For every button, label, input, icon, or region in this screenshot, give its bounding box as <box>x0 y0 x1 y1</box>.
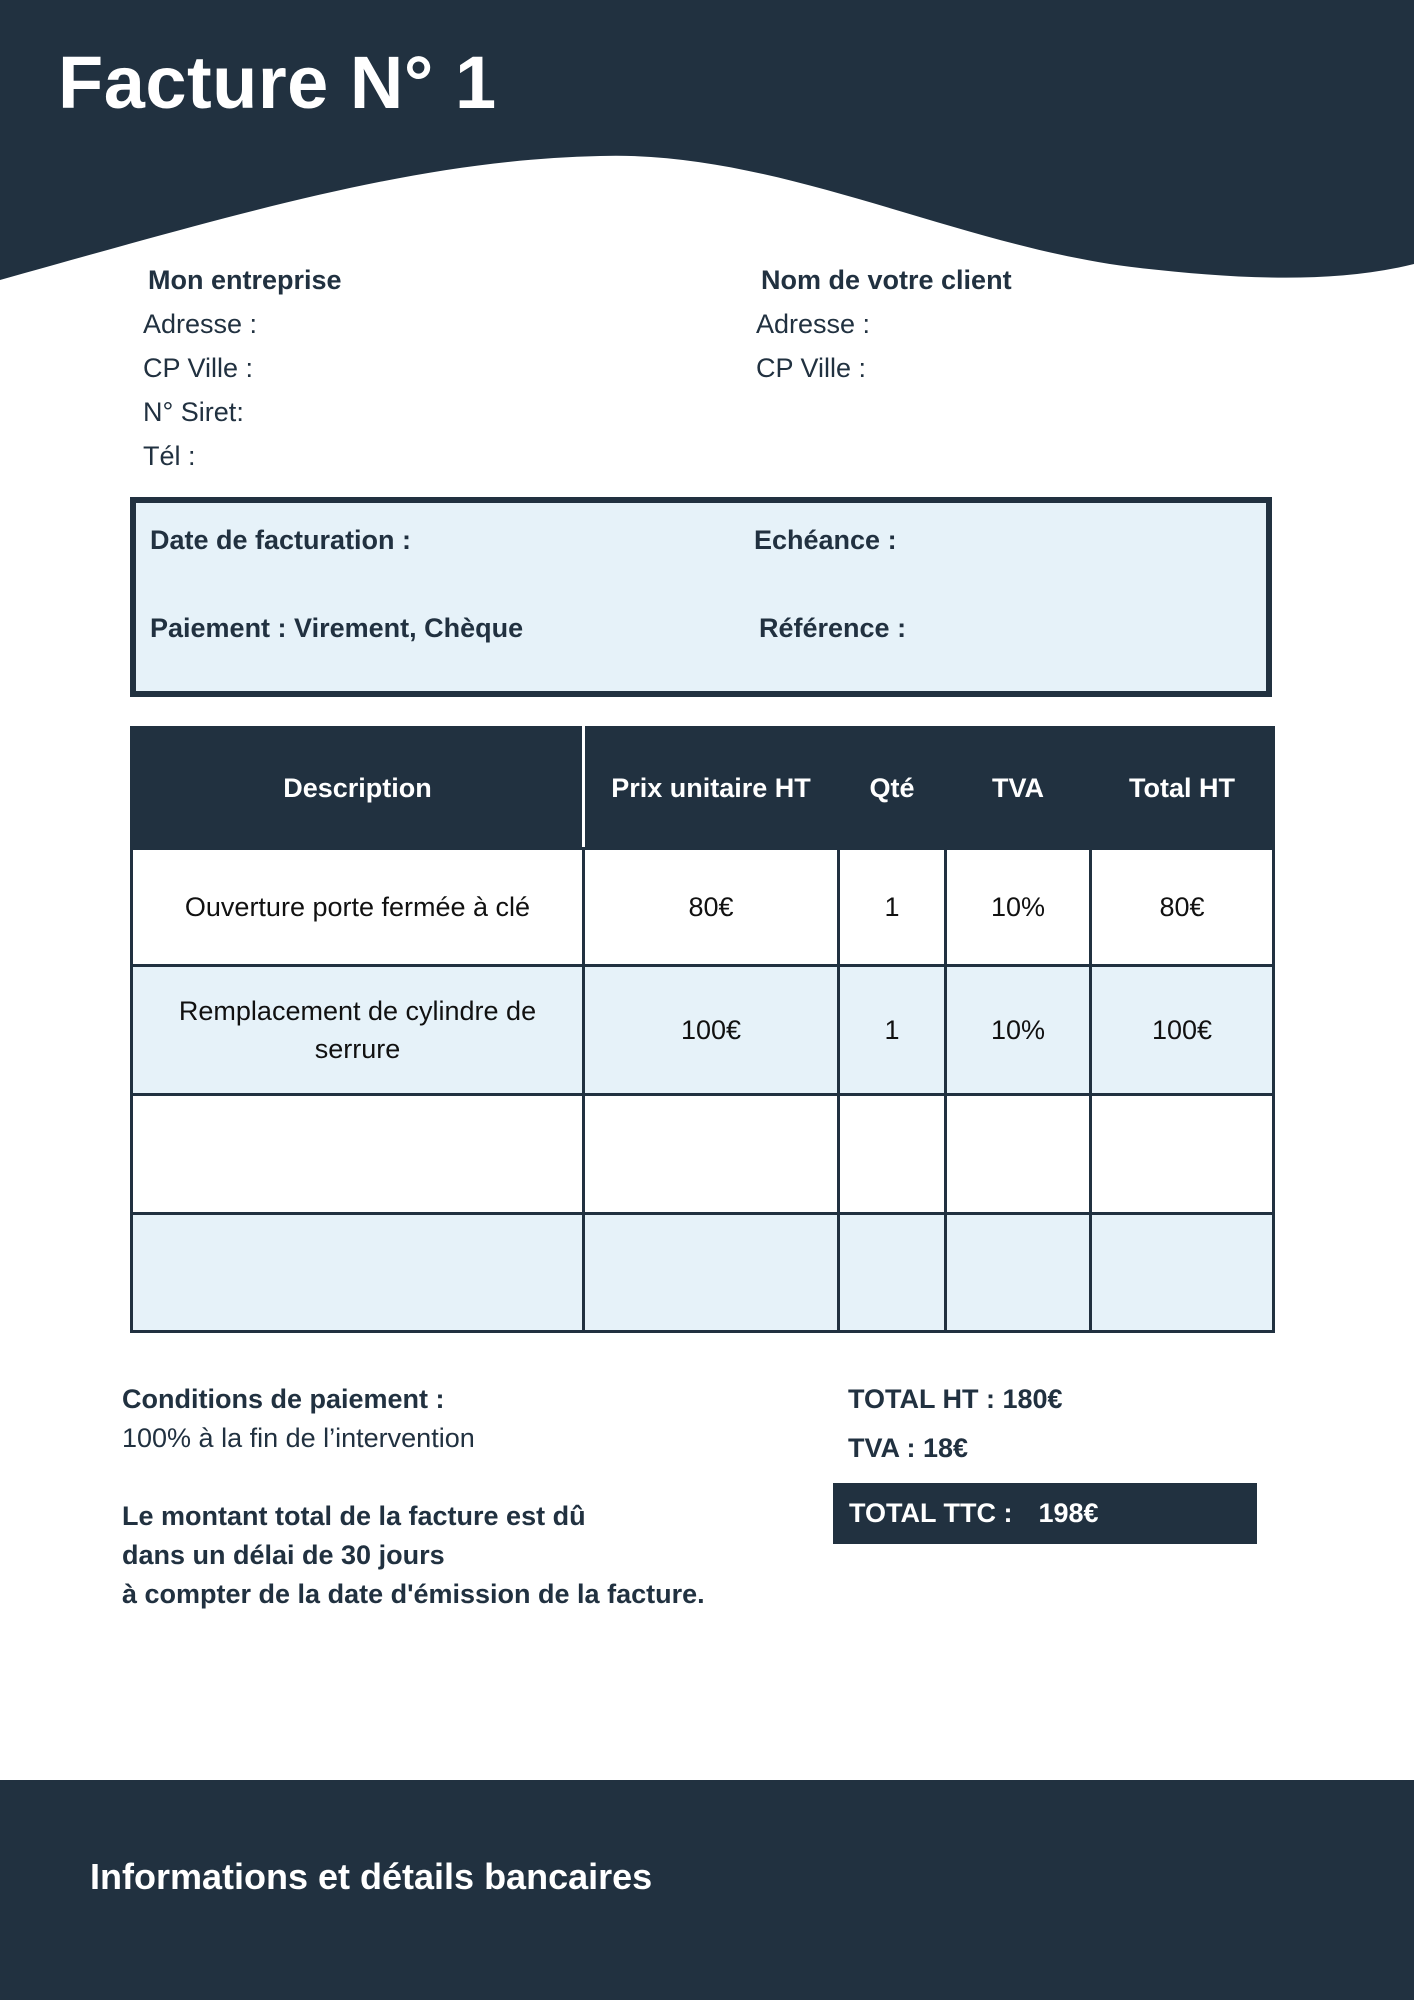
item-quantity <box>839 1095 946 1214</box>
table-row <box>132 966 1274 1095</box>
column-header-quantity: Qté <box>839 728 946 849</box>
item-quantity: 1 <box>839 849 946 966</box>
footer-title: Informations et détails bancaires <box>90 1856 653 1897</box>
item-description: Remplacement de cylindre de serrure <box>132 966 584 1095</box>
item-description: Ouverture porte fermée à clé <box>132 849 584 966</box>
table-row <box>132 1095 1274 1214</box>
item-unit-price: 100€ <box>584 966 839 1095</box>
company-block <box>143 258 342 478</box>
client-name: Nom de votre client <box>761 265 1012 295</box>
company-name: Mon entreprise <box>148 265 342 295</box>
column-header-vat: TVA <box>946 728 1091 849</box>
item-vat <box>946 1214 1091 1332</box>
company-siret: N° Siret: <box>143 397 244 427</box>
due-date-label: Echéance : <box>754 525 897 555</box>
column-header-unit-price: Prix unitaire HT <box>584 728 839 849</box>
payment-terms-note <box>122 1497 705 1614</box>
client-block <box>756 258 1012 390</box>
item-total: 100€ <box>1091 966 1274 1095</box>
company-address: Adresse : <box>143 309 258 339</box>
table-header-row <box>132 728 1274 849</box>
item-vat: 10% <box>946 966 1091 1095</box>
total-ht: TOTAL HT : 180€ <box>848 1384 1063 1414</box>
item-unit-price <box>584 1095 839 1214</box>
client-address: Adresse : <box>756 309 871 339</box>
payment-terms-line: dans un délai de 30 jours <box>122 1540 445 1570</box>
total-ttc-label: TOTAL TTC : <box>849 1498 1013 1528</box>
item-quantity: 1 <box>839 966 946 1095</box>
company-city: CP Ville : <box>143 353 254 383</box>
column-header-description: Description <box>132 728 584 849</box>
invoice-date-label: Date de facturation : <box>150 525 412 555</box>
total-ttc-value: 198€ <box>1038 1498 1099 1528</box>
company-phone: Tél : <box>143 441 196 471</box>
item-vat <box>946 1095 1091 1214</box>
payment-method-label: Paiement : Virement, Chèque <box>150 613 524 643</box>
item-total <box>1091 1214 1274 1332</box>
reference-label: Référence : <box>759 613 907 643</box>
item-description <box>132 1095 584 1214</box>
item-total <box>1091 1095 1274 1214</box>
conditions-title: Conditions de paiement : <box>122 1384 445 1414</box>
item-unit-price <box>584 1214 839 1332</box>
item-description <box>132 1214 584 1332</box>
invoice-title: Facture N° 1 <box>58 41 497 124</box>
payment-conditions <box>122 1380 705 1614</box>
invoice-info-box <box>130 497 1272 697</box>
conditions-text: 100% à la fin de l’intervention <box>122 1423 475 1453</box>
total-ttc-bar <box>833 1483 1257 1544</box>
footer-banner <box>0 1780 1414 2000</box>
totals-block <box>848 1379 1063 1477</box>
table-row <box>132 1214 1274 1332</box>
invoice-items-table <box>130 726 1275 1333</box>
item-vat: 10% <box>946 849 1091 966</box>
item-unit-price: 80€ <box>584 849 839 966</box>
item-quantity <box>839 1214 946 1332</box>
total-tva: TVA : 18€ <box>848 1433 969 1463</box>
column-header-total: Total HT <box>1091 728 1274 849</box>
item-total: 80€ <box>1091 849 1274 966</box>
table-row <box>132 849 1274 966</box>
payment-terms-line: Le montant total de la facture est dû <box>122 1501 586 1531</box>
client-city: CP Ville : <box>756 353 867 383</box>
payment-terms-line: à compter de la date d'émission de la facture. <box>122 1579 705 1609</box>
